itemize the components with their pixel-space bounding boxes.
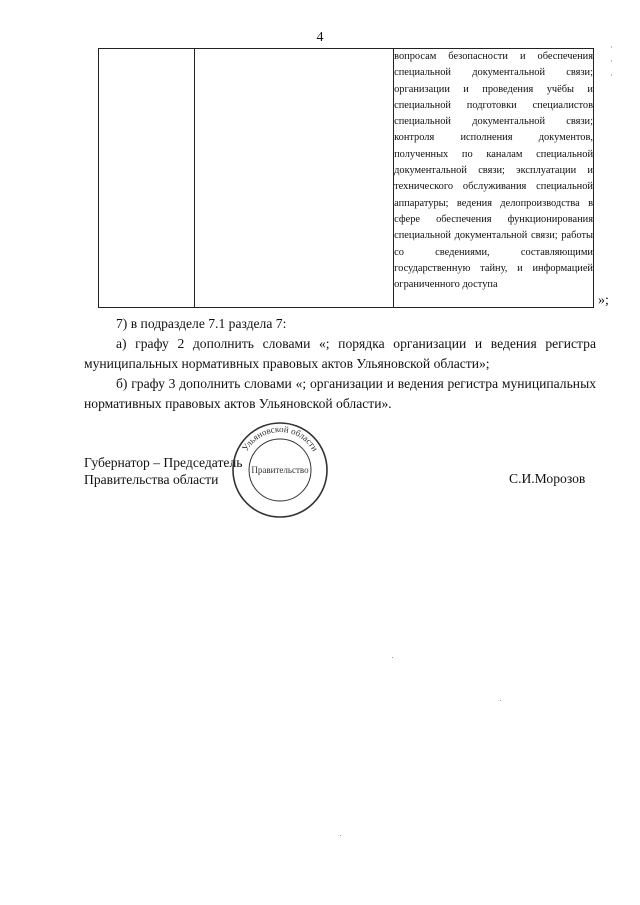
amendment-text [84, 314, 596, 414]
signatory-name: С.И.Морозов [509, 471, 586, 486]
paragraph-b: б) графу 3 дополнить словами «; организации и ведения регистра муниципальных нормативных правовых актов Ульяновской области». [84, 376, 596, 411]
paragraph-a: а) графу 2 дополнить словами «; порядка организации и ведения регистра муниципальных нормативных правовых актов Ульяновской области»; [84, 336, 596, 371]
table-cell-col1 [99, 49, 195, 308]
scan-speck [500, 700, 501, 701]
official-seal-icon [230, 420, 330, 520]
page-number: 4 [316, 30, 324, 45]
signatory-position-line2: Правительства области [84, 472, 219, 487]
signatory-position [84, 454, 242, 488]
scan-speck [340, 835, 341, 836]
table-cell-col3: вопросам безопасности и обеспечения специальной документальной связи; организации и проведения учёбы и специальной подготовки специалистов специальной документальной связи; контроля исполнения документов, полученных по каналам специальной документальной связи; эксплуатации и технического обслуживания специальной аппаратуры; ведения делопроизводства в сфере обеспечения функционирования специальной документальной связи; работы со сведениями, составляющими государственную тайну, и информацией ограниченного доступа [394, 49, 594, 308]
signatory-position-line1: Губернатор – Председатель [84, 455, 243, 470]
seal-outer-text: Ульяновской области [239, 423, 321, 453]
closing-quote: »; [598, 293, 609, 308]
continuation-table [98, 48, 594, 308]
scan-speck [392, 657, 393, 658]
paragraph-subsection: 7) в подразделе 7.1 раздела 7: [116, 316, 287, 331]
table-row [99, 49, 594, 308]
table-cell-col2 [195, 49, 394, 308]
seal-center-text: Правительство [251, 465, 309, 475]
margin-marks: · · · [610, 42, 613, 80]
